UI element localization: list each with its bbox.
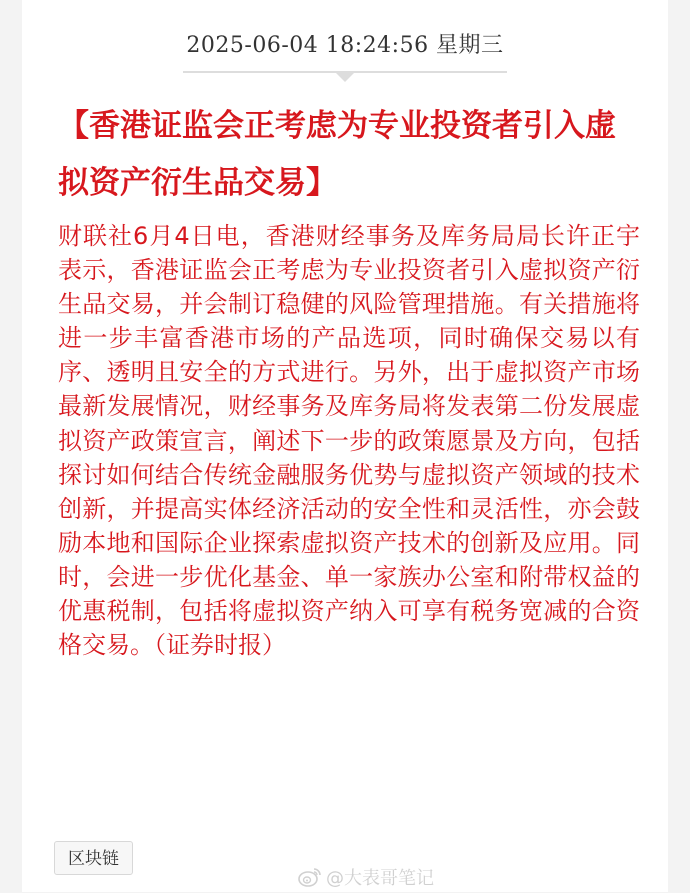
post-datetime: 2025-06-04 18:24:56 星期三 [186, 33, 504, 58]
watermark [298, 864, 434, 890]
topic-tag[interactable]: 区块链 [54, 841, 133, 875]
watermark-text: @大表哥笔记 [326, 868, 434, 889]
post-headline: 【香港证监会正考虑为专业投资者引入虚拟资产衍生品交易】 [58, 108, 616, 201]
post-body: 财联社6月4日电，香港财经事务及库务局局长许正宇表示，香港证监会正考虑为专业投资者引入虚拟资产衍生品交易，并会制订稳健的风险管理措施。有关措施将进一步丰富香港市场的产品选项，同时确保交易以有序、透明且安全的方式进行。另外，出于虚拟资产市场最新发展情况，财经事务及库务局将发表第二份发展虚拟资产政策宣言，阐述下一步的政策愿景及方向，包括探讨如何结合传统金融服务优势与虚拟资产领域的技术创新，并提高实体经济活动的安全性和灵活性，亦会鼓励本地和国际企业探索虚拟资产技术的创新及应用。同时，会进一步优化基金、单一家族办公室和附带权益的优惠税制，包括将虚拟资产纳入可享有税务宽减的合资格交易。（证券时报） [58, 222, 640, 660]
weibo-icon [298, 866, 322, 888]
divider-notch [335, 72, 355, 82]
